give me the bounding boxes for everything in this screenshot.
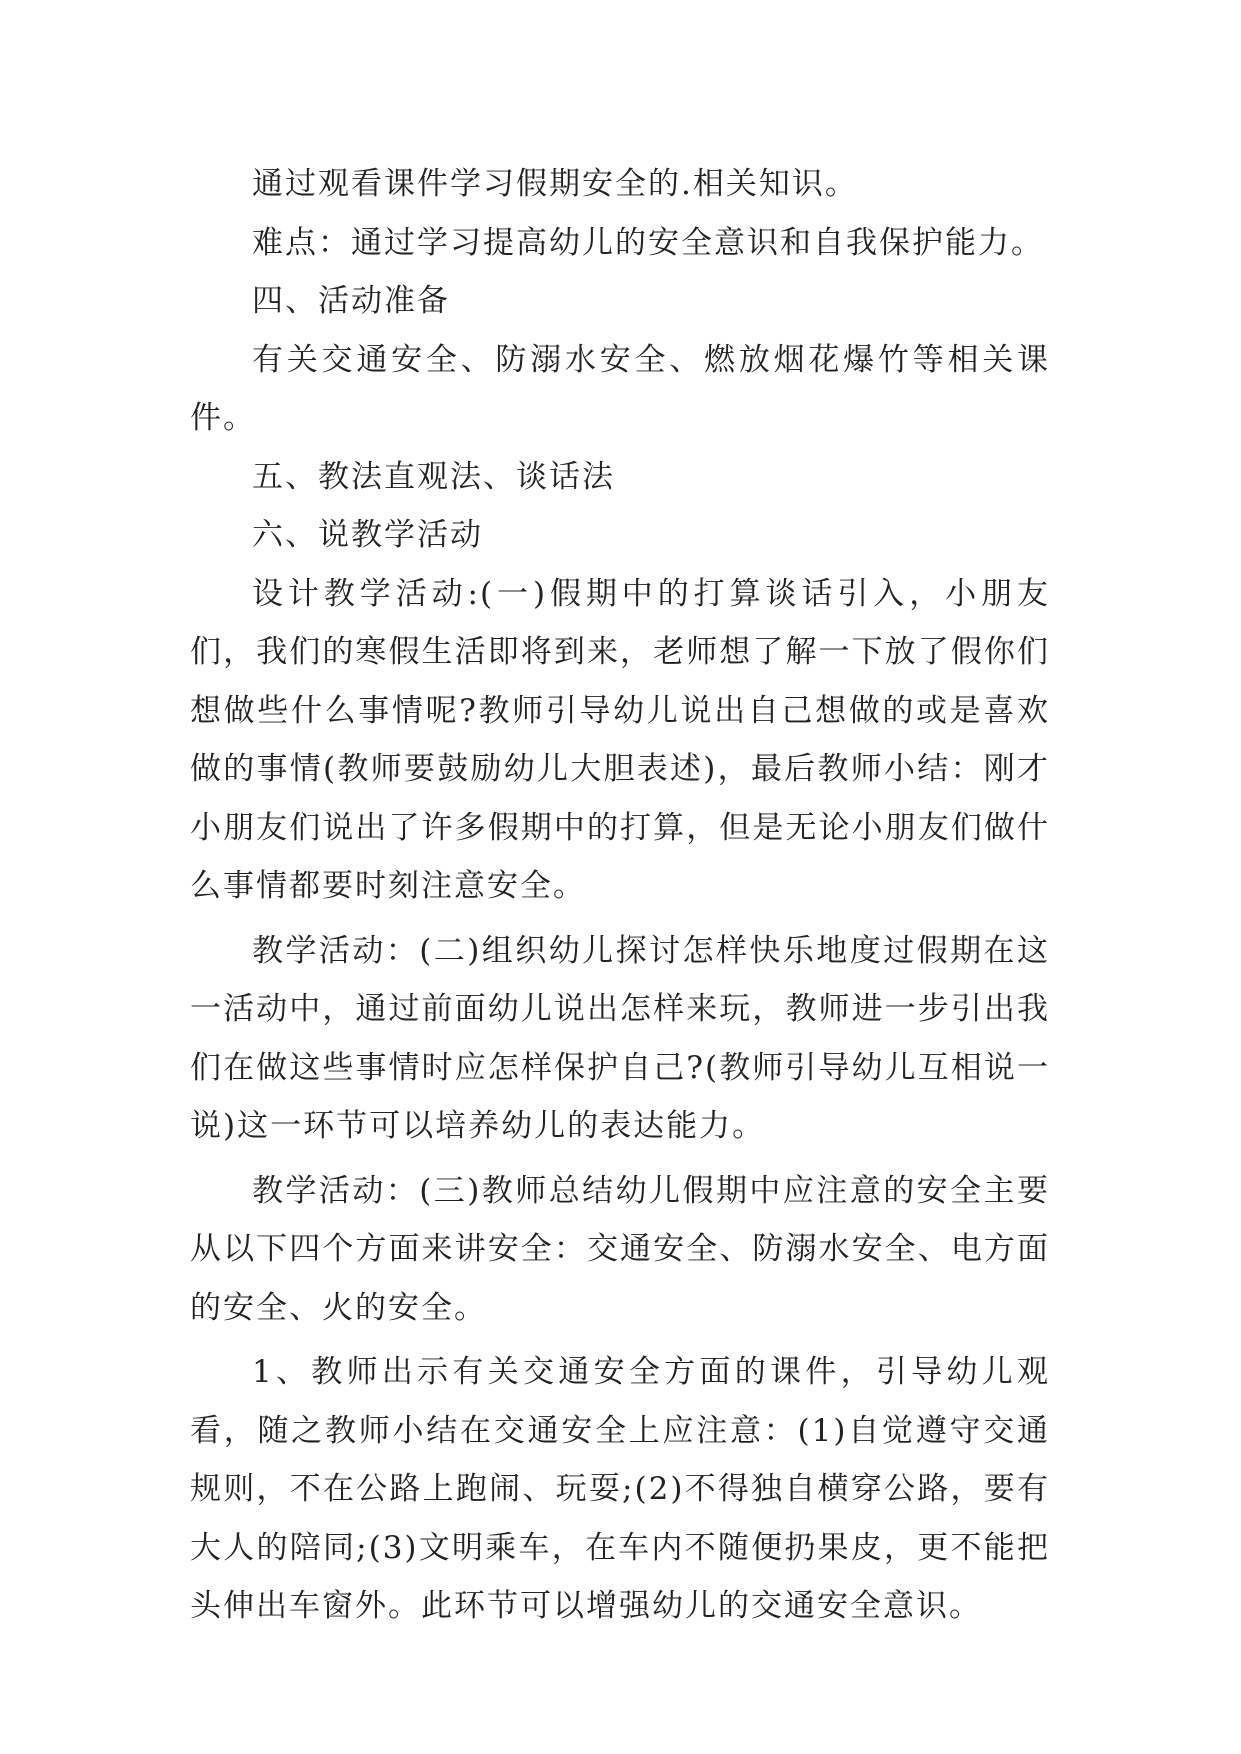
paragraph-7: 1、教师出示有关交通安全方面的课件，引导幼儿观看，随之教师小结在交通安全上应注意：(1)自觉遵守交通规则，不在公路上跑闹、玩耍;(2)不得独自横穿公路，要有大人的陪同;(3)文明乘车，在车内不随便扔果皮，更不能把头伸出车窗外。此环节可以增强幼儿的交通安全意识。 <box>190 1354 1050 1624</box>
paragraph-4: 设计教学活动:(一)假期中的打算谈话引入，小朋友们，我们的寒假生活即将到来，老师想了解一下放了假你们想做些什么事情呢?教师引导幼儿说出自己想做的或是喜欢做的事情(教师要鼓励幼儿大胆表述)，最后教师小结：刚才小朋友们说出了许多假期中的打算，但是无论小朋友们做什么事情都要时刻注意安全。 <box>190 575 1050 904</box>
paragraph-3: 有关交通安全、防溺水安全、燃放烟花爆竹等相关课件。 <box>190 341 1050 436</box>
document-body <box>190 155 1050 1636</box>
paragraph-5: 教学活动：(二)组织幼儿探讨怎样快乐地度过假期在这一活动中，通过前面幼儿说出怎样来玩，教师进一步引出我们在做这些事情时应怎样保护自己?(教师引导幼儿互相说一说)这一环节可以培养幼儿的表达能力。 <box>190 932 1050 1144</box>
section-heading-5: 五、教法直观法、谈话法 <box>252 458 615 495</box>
paragraph-6: 教学活动：(三)教师总结幼儿假期中应注意的安全主要从以下四个方面来讲安全：交通安全、防溺水安全、电方面的安全、火的安全。 <box>190 1172 1050 1326</box>
paragraph-2: 难点：通过学习提高幼儿的安全意识和自我保护能力。 <box>252 224 1044 261</box>
section-heading-6: 六、说教学活动 <box>252 517 483 553</box>
paragraph-1: 通过观看课件学习假期安全的.相关知识。 <box>252 166 858 202</box>
section-heading-4: 四、活动准备 <box>252 283 450 319</box>
